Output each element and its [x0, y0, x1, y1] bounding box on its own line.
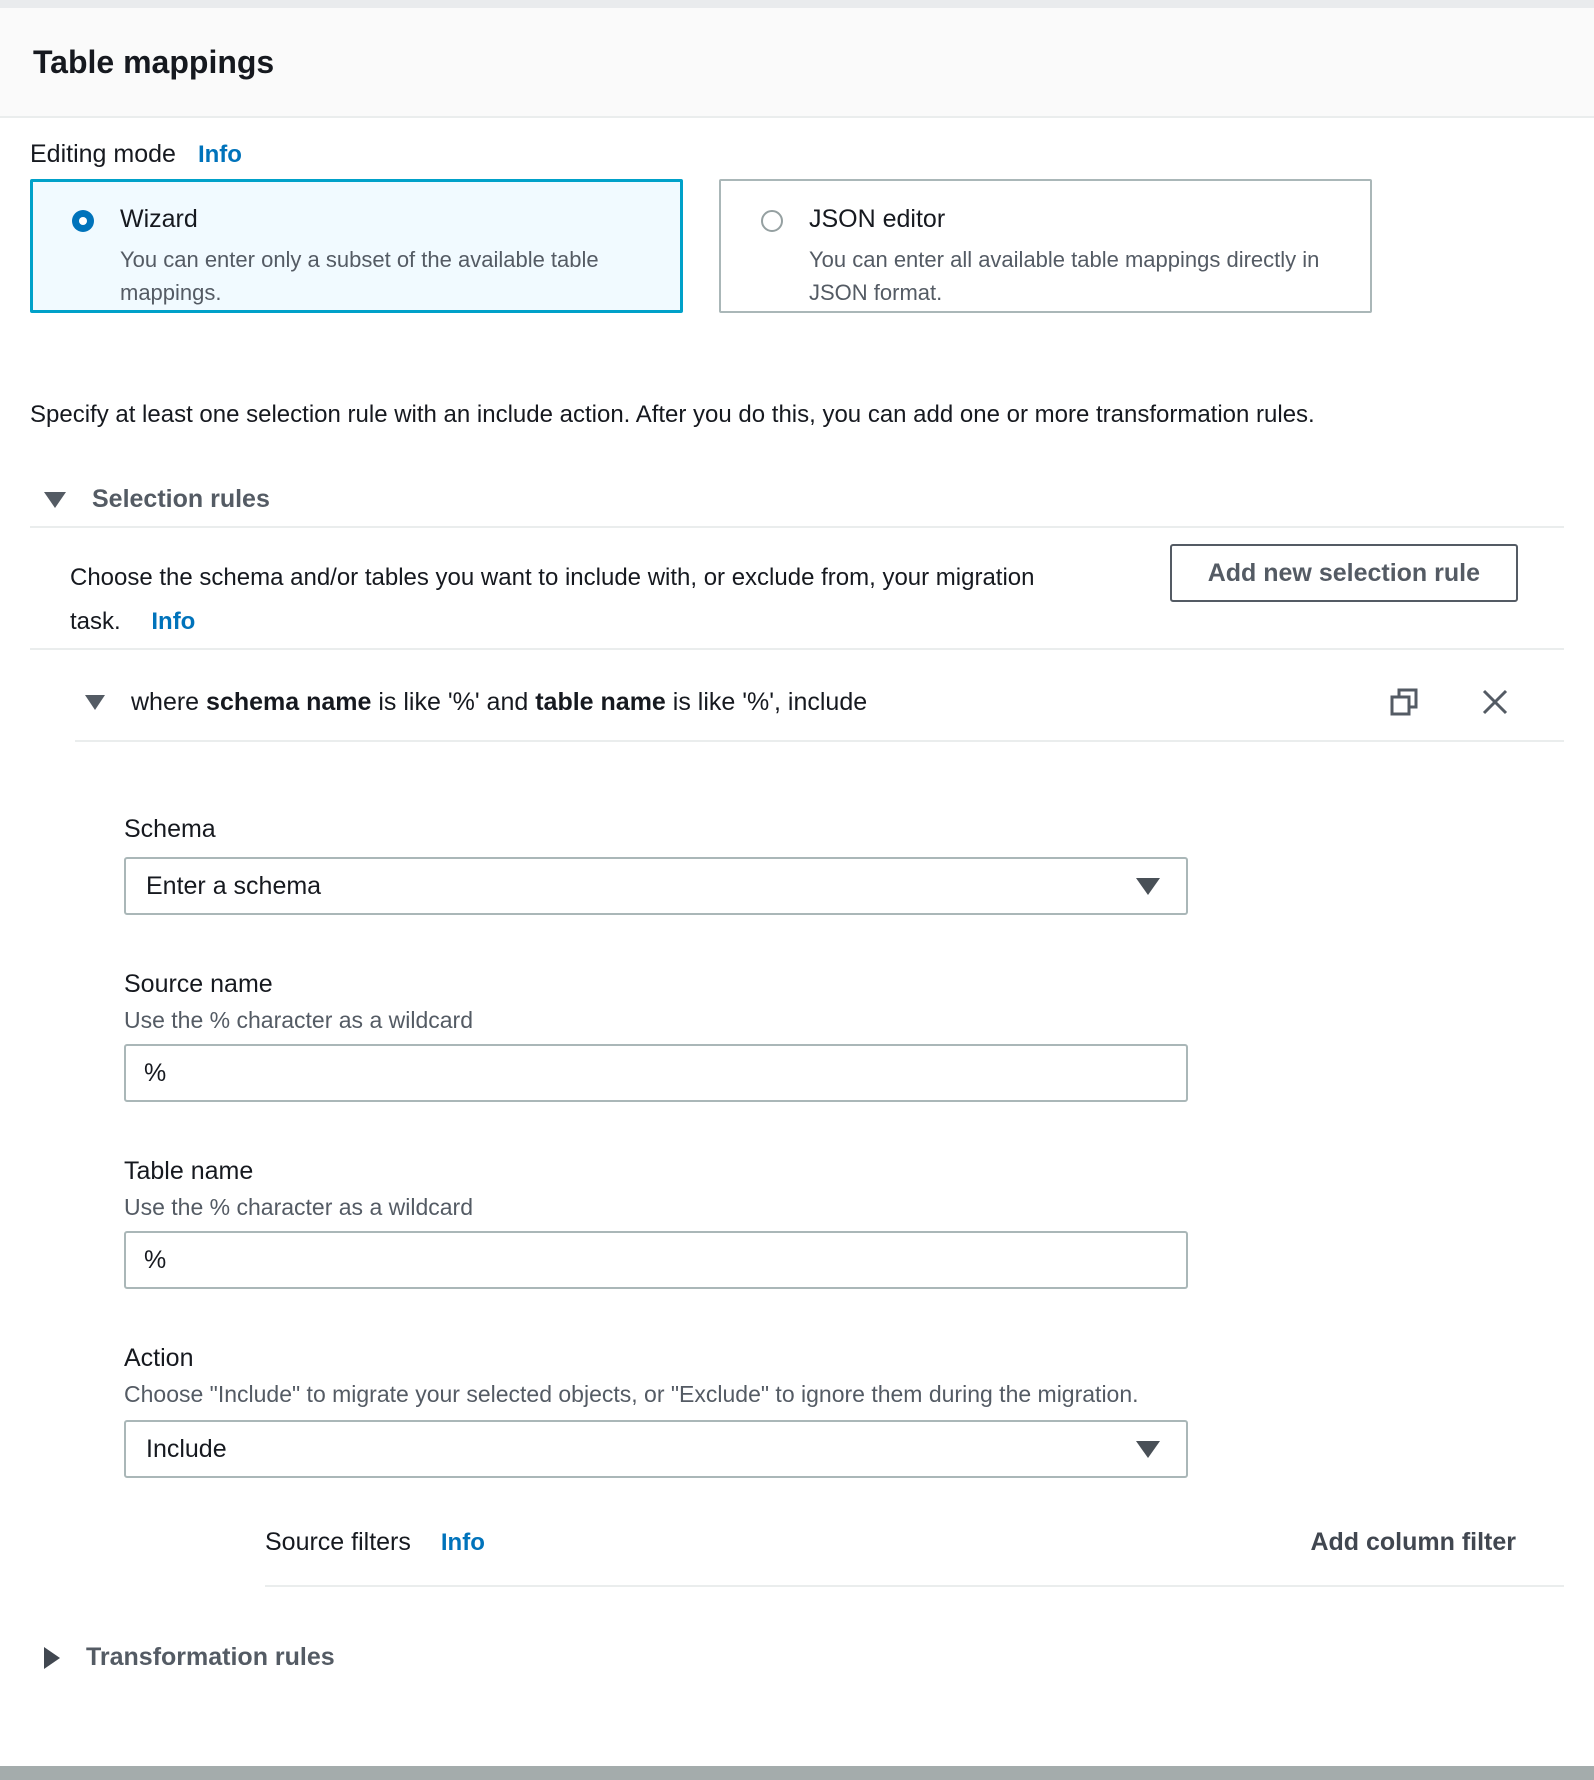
bottom-panel-edge	[0, 1766, 1594, 1780]
caret-down-icon[interactable]	[85, 695, 105, 710]
table-name-helper: Use the % character as a wildcard	[124, 1194, 473, 1220]
editing-mode-label: Editing mode	[30, 140, 176, 168]
top-edge-strip	[0, 0, 1594, 8]
page-title: Table mappings	[33, 43, 275, 80]
wizard-option-description: You can enter only a subset of the available table mappings.	[120, 247, 599, 305]
selection-rule-actions	[1388, 686, 1510, 718]
selection-rules-intro-text: Specify at least one selection rule with an include action. After you do this, you can add one or more transformation rules.	[30, 401, 1315, 428]
close-icon	[1480, 687, 1510, 717]
source-name-input[interactable]	[124, 1044, 1188, 1102]
copy-rule-button[interactable]	[1388, 686, 1420, 718]
divider	[30, 526, 1564, 528]
schema-select[interactable]	[124, 857, 1188, 915]
action-select[interactable]	[124, 1420, 1188, 1478]
caret-down-icon	[1136, 1441, 1160, 1458]
table-mappings-panel	[0, 140, 1594, 1672]
json-editor-option-label: JSON editor	[809, 205, 946, 233]
selection-rules-info-link[interactable]: Info	[151, 608, 196, 635]
radio-unchecked-icon[interactable]	[761, 210, 783, 232]
divider	[265, 1585, 1564, 1587]
selection-rules-description: Choose the schema and/or tables you want to include with, or exclude from, your migration task. Info	[70, 564, 1035, 635]
radio-checked-icon[interactable]	[72, 210, 94, 232]
action-helper: Choose "Include" to migrate your selected objects, or "Exclude" to ignore them during the migration.	[124, 1381, 1139, 1407]
selection-rule-header[interactable]	[30, 686, 1564, 718]
json-editor-option-text	[809, 205, 1342, 311]
remove-rule-button[interactable]	[1480, 687, 1510, 717]
selection-rules-section-title: Selection rules	[92, 485, 270, 513]
source-filters-label: Source filters	[265, 1528, 411, 1556]
selection-rule-body	[30, 814, 1564, 1587]
transformation-rules-section-title: Transformation rules	[86, 1643, 335, 1671]
editing-mode-row	[30, 140, 1564, 169]
editing-mode-options	[30, 179, 1564, 313]
wizard-option-label: Wizard	[120, 205, 198, 233]
selection-rules-description-row	[30, 544, 1564, 644]
json-editor-option-description: You can enter all available table mappings directly in JSON format.	[809, 247, 1320, 305]
selection-rules-section-toggle[interactable]	[30, 485, 1564, 514]
divider	[75, 740, 1564, 742]
add-selection-rule-button[interactable]: Add new selection rule	[1170, 544, 1518, 602]
action-label: Action	[124, 1344, 194, 1372]
selection-rule-summary: where schema name is like '%' and table name is like '%', include	[131, 687, 868, 716]
source-name-label: Source name	[124, 970, 273, 998]
schema-select-value: Enter a schema	[146, 871, 322, 900]
editing-mode-option-json-editor[interactable]	[719, 179, 1372, 313]
transformation-rules-section-toggle[interactable]	[30, 1643, 1564, 1672]
panel-header	[0, 8, 1594, 118]
editing-mode-info-link[interactable]: Info	[197, 141, 242, 168]
action-select-value: Include	[146, 1434, 227, 1463]
source-filters-info-link[interactable]: Info	[440, 1529, 485, 1556]
caret-down-icon	[44, 492, 66, 508]
add-column-filter-button[interactable]: Add column filter	[1310, 1528, 1516, 1556]
editing-mode-option-wizard[interactable]	[30, 179, 683, 313]
copy-icon	[1388, 686, 1420, 718]
source-name-helper: Use the % character as a wildcard	[124, 1007, 473, 1033]
caret-down-icon	[1136, 878, 1160, 895]
schema-label: Schema	[124, 815, 216, 843]
caret-right-icon	[44, 1647, 60, 1669]
source-filters-row	[265, 1528, 1564, 1557]
divider	[30, 648, 1564, 650]
table-name-input[interactable]	[124, 1231, 1188, 1289]
wizard-option-text	[120, 205, 653, 310]
table-name-label: Table name	[124, 1157, 254, 1185]
